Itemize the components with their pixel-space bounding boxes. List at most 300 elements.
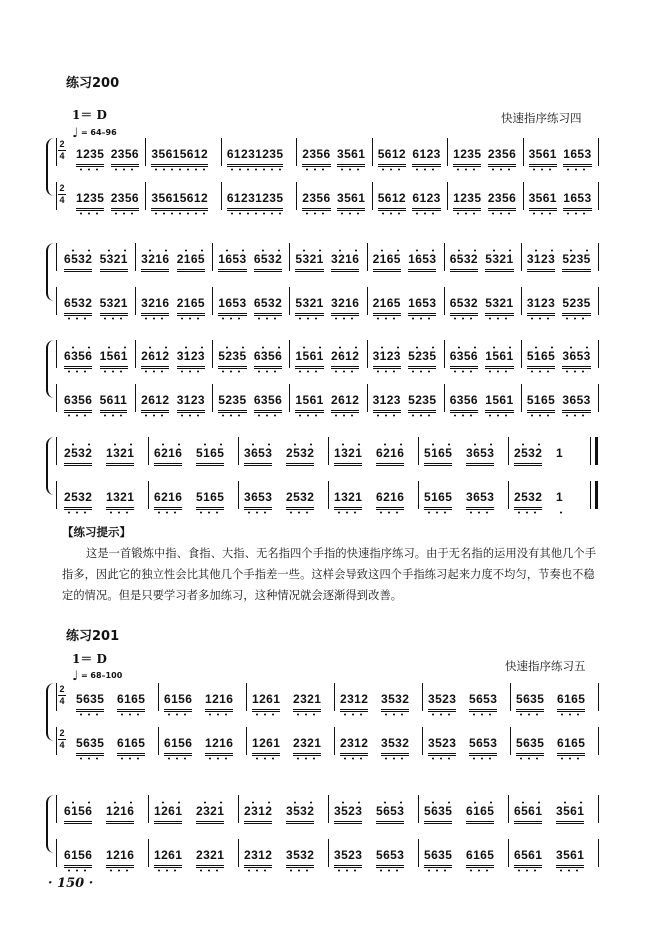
beam-line (408, 410, 436, 411)
note-group: 1321 (106, 490, 134, 504)
beam-line (254, 315, 282, 316)
octave-dots (65, 249, 91, 252)
note-group: 1216 (106, 848, 134, 862)
octave-dots (101, 414, 127, 417)
beam-line (527, 368, 555, 369)
octave-dots (287, 869, 313, 872)
octave-dots (77, 757, 103, 760)
system-brace (46, 340, 54, 398)
beam-line (557, 753, 585, 754)
beam-line (254, 410, 282, 411)
note-group: 1235 (453, 147, 481, 161)
octave-dots (197, 869, 223, 872)
octave-dots (142, 317, 168, 320)
staff-part-1 (58, 138, 600, 166)
system-brace (46, 795, 54, 853)
beam-line (424, 509, 452, 510)
note-group: 3123 (527, 296, 555, 310)
beam-line (227, 208, 284, 209)
beam-line (412, 164, 440, 165)
octave-dots (563, 414, 589, 417)
note-group: 2321 (196, 804, 224, 818)
beam-line (376, 463, 404, 464)
octave-dots (528, 317, 554, 320)
octave-dots (486, 249, 512, 252)
beam-line (469, 755, 497, 756)
beam-line (376, 865, 404, 866)
beam-line (450, 315, 478, 316)
note-group: 5235 (562, 296, 590, 310)
barline (521, 384, 522, 412)
barline (158, 683, 159, 711)
octave-dots (558, 757, 584, 760)
note-group: 2165 (177, 296, 205, 310)
note-group: 2612 (141, 393, 169, 407)
octave-dots (486, 346, 512, 349)
beam-line (469, 753, 497, 754)
octave-dots (303, 212, 329, 215)
beam-line (331, 271, 359, 272)
note-group: 5165 (424, 490, 452, 504)
beam-line (218, 410, 246, 411)
octave-dots (255, 346, 281, 349)
system-brace (46, 437, 54, 495)
beam-line (376, 465, 404, 466)
note-group: 6532 (254, 296, 282, 310)
barline (598, 839, 599, 867)
note-group: 6123 (412, 147, 440, 161)
beam-line (514, 867, 542, 868)
octave-dots (165, 757, 191, 760)
beam-line (164, 755, 192, 756)
beam-line (412, 208, 440, 209)
barline (246, 683, 247, 711)
note-group: 1561 (295, 349, 323, 363)
note-group: 6165 (117, 692, 145, 706)
note-group: 5653 (376, 804, 404, 818)
beam-line (381, 755, 409, 756)
beam-line (141, 313, 169, 314)
note-group: 3653 (244, 446, 272, 460)
octave-dots (245, 443, 271, 446)
beam-line (485, 368, 513, 369)
beam-line (340, 753, 368, 754)
beam-line (408, 313, 436, 314)
beam-line (408, 271, 436, 272)
note-group: 2321 (293, 736, 321, 750)
time-signature (58, 140, 66, 161)
beam-line (556, 865, 584, 866)
barline (367, 287, 368, 315)
note-group: 5653 (376, 848, 404, 862)
beam-line (373, 412, 401, 413)
beam-line (254, 271, 282, 272)
octave-dots (65, 511, 91, 514)
barline (418, 839, 419, 867)
barline (598, 795, 599, 823)
beam-line (76, 210, 104, 211)
barline (148, 437, 149, 465)
octave-dots (255, 414, 281, 417)
note-group: 6356 (254, 393, 282, 407)
beam-line (295, 269, 323, 270)
beam-line (378, 210, 406, 211)
barline (508, 839, 509, 867)
beam-line (334, 507, 362, 508)
beam-line (378, 208, 406, 209)
note-group: 1561 (100, 349, 128, 363)
barline (444, 340, 445, 368)
barline (135, 340, 136, 368)
note-group: 6532 (450, 296, 478, 310)
octave-dots (470, 713, 496, 716)
beam-line (488, 164, 516, 165)
octave-dots (253, 713, 279, 716)
beam-line (254, 412, 282, 413)
beam-line (295, 313, 323, 314)
beam-line (556, 823, 584, 824)
beam-line (514, 821, 542, 822)
beam-line (373, 368, 401, 369)
beam-line (424, 823, 452, 824)
beam-line (151, 164, 208, 165)
note-group: 6532 (64, 296, 92, 310)
final-barline (595, 437, 598, 465)
beam-line (177, 315, 205, 316)
beam-line (227, 164, 284, 165)
staff-part-2 (58, 727, 600, 755)
beam-line (141, 271, 169, 272)
beam-line (106, 463, 134, 464)
beam-line (111, 166, 139, 167)
octave-dots (287, 801, 313, 804)
note-group: 1 (556, 446, 563, 460)
staff-part-2 (58, 287, 600, 315)
beam-line (408, 366, 436, 367)
beam-line (154, 823, 182, 824)
beam-line (453, 210, 481, 211)
note-group: 6561 (514, 804, 542, 818)
octave-dots (425, 869, 451, 872)
barline (521, 287, 522, 315)
note-group: 3123 (527, 252, 555, 266)
note-group: 6532 (450, 252, 478, 266)
note-group: 2532 (64, 490, 92, 504)
note-group: 5321 (295, 252, 323, 266)
beam-line (286, 823, 314, 824)
barline (508, 437, 509, 465)
beam-line (100, 366, 128, 367)
octave-dots (413, 168, 439, 171)
octave-dots (245, 511, 271, 514)
beam-line (286, 465, 314, 466)
beam-line (64, 271, 92, 272)
barline (328, 795, 329, 823)
beam-line (218, 269, 246, 270)
time-signature (58, 685, 66, 706)
octave-dots (374, 249, 400, 252)
note-group: 5321 (100, 252, 128, 266)
beam-line (100, 271, 128, 272)
beam-line (177, 410, 205, 411)
note-group: 1321 (334, 446, 362, 460)
note-group: 5635 (516, 736, 544, 750)
octave-dots (165, 713, 191, 716)
beam-line (485, 271, 513, 272)
staff-part-1 (58, 340, 600, 368)
note-group: 5653 (469, 736, 497, 750)
barline (508, 795, 509, 823)
system-brace (46, 138, 54, 196)
beam-line (488, 208, 516, 209)
octave-dots (374, 414, 400, 417)
beam-line (64, 412, 92, 413)
note-group: 3561 (556, 848, 584, 862)
octave-dots (409, 317, 435, 320)
barline (444, 384, 445, 412)
beam-line (293, 755, 321, 756)
beam-line (252, 753, 280, 754)
note-group: 3653 (244, 490, 272, 504)
octave-dots (409, 370, 435, 373)
barline (148, 839, 149, 867)
octave-dots (341, 757, 367, 760)
note-group: 61231235 (227, 191, 284, 205)
beam-line (205, 753, 233, 754)
note-group: 1653 (408, 296, 436, 310)
time-sig-denominator: 4 (59, 740, 65, 750)
beam-line (218, 366, 246, 367)
barline (145, 138, 146, 166)
octave-dots (178, 414, 204, 417)
note-group: 3123 (177, 393, 205, 407)
barline (238, 481, 239, 509)
note-group: 5235 (562, 252, 590, 266)
barline (56, 182, 57, 210)
barline (158, 727, 159, 755)
octave-dots (332, 317, 358, 320)
barline (598, 287, 599, 315)
note-group: 3523 (334, 848, 362, 862)
note-group: 2356 (488, 147, 516, 161)
beam-line (196, 507, 224, 508)
note-group: 2312 (340, 736, 368, 750)
beam-line (485, 269, 513, 270)
beam-line (100, 313, 128, 314)
octave-dots (253, 757, 279, 760)
octave-dots (429, 713, 455, 716)
octave-dots (219, 317, 245, 320)
barline (56, 481, 57, 509)
note-group: 5165 (424, 446, 452, 460)
beam-line (286, 821, 314, 822)
note-group: 6532 (254, 252, 282, 266)
beam-line (527, 412, 555, 413)
beam-line (514, 865, 542, 866)
barline (334, 727, 335, 755)
note-group: 2312 (244, 848, 272, 862)
note-group: 3561 (529, 147, 557, 161)
beam-line (373, 313, 401, 314)
tips-line: 定的情况。但是只要学习者多加练习，这种情况就会逐渐得到改善。 (62, 589, 403, 602)
barline (238, 437, 239, 465)
beam-line (141, 410, 169, 411)
beam-line (527, 315, 555, 316)
beam-line (141, 368, 169, 369)
beam-line (376, 823, 404, 824)
key-signature: 1＝ D (72, 108, 107, 122)
beam-line (196, 867, 224, 868)
note-group: 3123 (373, 349, 401, 363)
beam-line (450, 313, 478, 314)
beam-line (529, 164, 557, 165)
note-group: 2532 (286, 446, 314, 460)
beam-line (527, 271, 555, 272)
staff-part-1 (58, 437, 600, 465)
barline (212, 243, 213, 271)
barline (328, 481, 329, 509)
octave-dots (486, 317, 512, 320)
beam-line (453, 208, 481, 209)
octave-dots (101, 317, 127, 320)
octave-dots (335, 801, 361, 804)
note-group: 6356 (450, 349, 478, 363)
octave-dots (409, 249, 435, 252)
note-group: 6356 (254, 349, 282, 363)
barline (523, 138, 524, 166)
beam-line (141, 366, 169, 367)
beam-line (151, 208, 208, 209)
barline (523, 182, 524, 210)
octave-dots (255, 317, 281, 320)
octave-dots (107, 801, 133, 804)
octave-dots (101, 370, 127, 373)
octave-dots (467, 511, 493, 514)
note-group: 1235 (76, 191, 104, 205)
octave-dots (178, 317, 204, 320)
note-group: 1216 (106, 804, 134, 818)
barline (238, 795, 239, 823)
barline (422, 727, 423, 755)
barline (598, 384, 599, 412)
octave-dots (528, 346, 554, 349)
beam-line (254, 269, 282, 270)
octave-dots (486, 370, 512, 373)
note-group: 3532 (286, 804, 314, 818)
barline (334, 683, 335, 711)
time-sig-numerator: 2 (59, 728, 65, 738)
beam-line (295, 366, 323, 367)
beam-line (196, 463, 224, 464)
beam-line (252, 711, 280, 712)
note-group: 6156 (164, 692, 192, 706)
note-group: 3523 (428, 692, 456, 706)
beam-line (141, 412, 169, 413)
beam-line (424, 865, 452, 866)
beam-line (331, 366, 359, 367)
note-group: 1216 (205, 692, 233, 706)
octave-dots (65, 370, 91, 373)
octave-dots (294, 713, 320, 716)
note-group: 3561 (337, 147, 365, 161)
octave-dots (451, 370, 477, 373)
note-group: 3123 (373, 393, 401, 407)
octave-dots (517, 713, 543, 716)
beam-line (453, 166, 481, 167)
time-sig-numerator: 2 (59, 183, 65, 193)
beam-line (453, 164, 481, 165)
beam-line (527, 366, 555, 367)
time-sig-numerator: 2 (59, 684, 65, 694)
beam-line (154, 465, 182, 466)
octave-dots (107, 869, 133, 872)
beam-line (485, 410, 513, 411)
beam-line (76, 166, 104, 167)
beam-line (154, 865, 182, 866)
octave-dots (451, 414, 477, 417)
beam-line (562, 271, 590, 272)
beam-line (286, 867, 314, 868)
octave-dots (77, 168, 103, 171)
beam-line (376, 507, 404, 508)
octave-dots (255, 370, 281, 373)
octave-dots (65, 414, 91, 417)
octave-dots (515, 801, 541, 804)
time-signature (58, 729, 66, 750)
barline (238, 839, 239, 867)
barline (56, 243, 57, 271)
beam-line (244, 463, 272, 464)
beam-line (286, 507, 314, 508)
beam-line (527, 313, 555, 314)
beam-line (76, 208, 104, 209)
beam-line (485, 315, 513, 316)
beam-line (196, 823, 224, 824)
octave-dots (425, 801, 451, 804)
beam-line (218, 313, 246, 314)
beam-line (111, 164, 139, 165)
note-group: 6165 (557, 736, 585, 750)
octave-dots (486, 414, 512, 417)
beam-line (450, 366, 478, 367)
beam-line (469, 709, 497, 710)
note-group: 1261 (252, 692, 280, 706)
beam-line (293, 711, 321, 712)
octave-dots (557, 511, 562, 514)
exercise-201-title: 练习201 (66, 629, 120, 644)
system-brace (46, 683, 54, 741)
beam-line (428, 709, 456, 710)
staff-part-2 (58, 182, 600, 210)
octave-dots (528, 370, 554, 373)
note-group: 3523 (428, 736, 456, 750)
beam-line (117, 753, 145, 754)
note-group: 6165 (117, 736, 145, 750)
note-group: 3523 (334, 804, 362, 818)
barline (56, 839, 57, 867)
beam-line (378, 166, 406, 167)
note-group: 1216 (205, 736, 233, 750)
barline (148, 481, 149, 509)
beam-line (376, 821, 404, 822)
beam-line (218, 368, 246, 369)
octave-dots (101, 249, 127, 252)
octave-dots (206, 713, 232, 716)
beam-line (529, 166, 557, 167)
note-group: 2532 (286, 490, 314, 504)
note-group: 3653 (466, 490, 494, 504)
barline (56, 683, 57, 711)
